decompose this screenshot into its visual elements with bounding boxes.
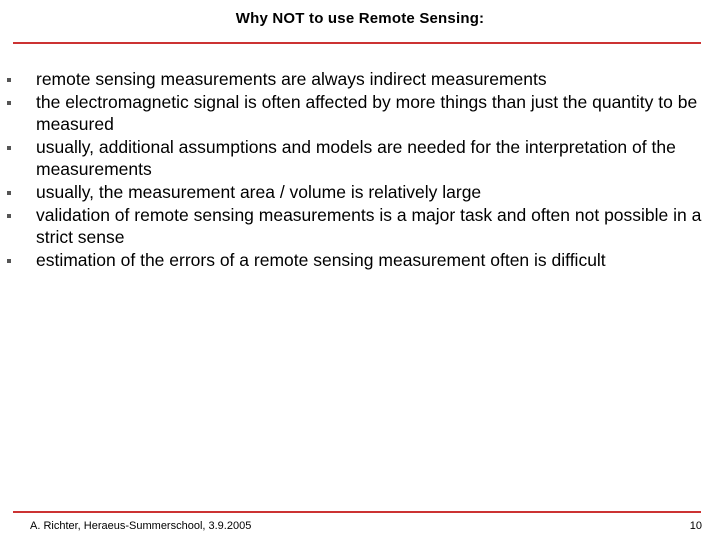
bullet-square-icon — [7, 259, 11, 263]
bullet-item — [36, 204, 706, 249]
bullet-text: remote sensing measurements are always indirect measurements — [36, 69, 547, 89]
bullet-item — [36, 249, 706, 272]
bottom-divider — [13, 511, 701, 513]
bullet-item — [36, 68, 706, 91]
bullet-text: usually, additional assumptions and models are needed for the interpretation of the measurements — [36, 136, 676, 180]
bullet-text: validation of remote sensing measurements is a major task and often not possible in a strict sense — [36, 204, 702, 248]
bullet-square-icon — [7, 214, 11, 218]
bullet-item — [36, 136, 706, 181]
bullet-square-icon — [7, 101, 11, 105]
page-number: 10 — [689, 520, 702, 532]
bullet-list — [36, 68, 706, 271]
slide-title: Why NOT to use Remote Sensing: — [235, 10, 485, 27]
bullet-text: the electromagnetic signal is often affected by more things than just the quantity to be measured — [36, 91, 698, 135]
bullet-item — [36, 181, 706, 204]
bullet-square-icon — [7, 78, 11, 82]
bullet-text: estimation of the errors of a remote sensing measurement often is difficult — [36, 249, 606, 270]
bullet-square-icon — [7, 146, 11, 150]
footer-author: A. Richter, Heraeus-Summerschool, 3.9.2005 — [30, 520, 252, 532]
bullet-square-icon — [7, 191, 11, 195]
top-divider — [13, 42, 701, 44]
bullet-item — [36, 91, 706, 136]
bullet-text: usually, the measurement area / volume is relatively large — [36, 181, 482, 202]
